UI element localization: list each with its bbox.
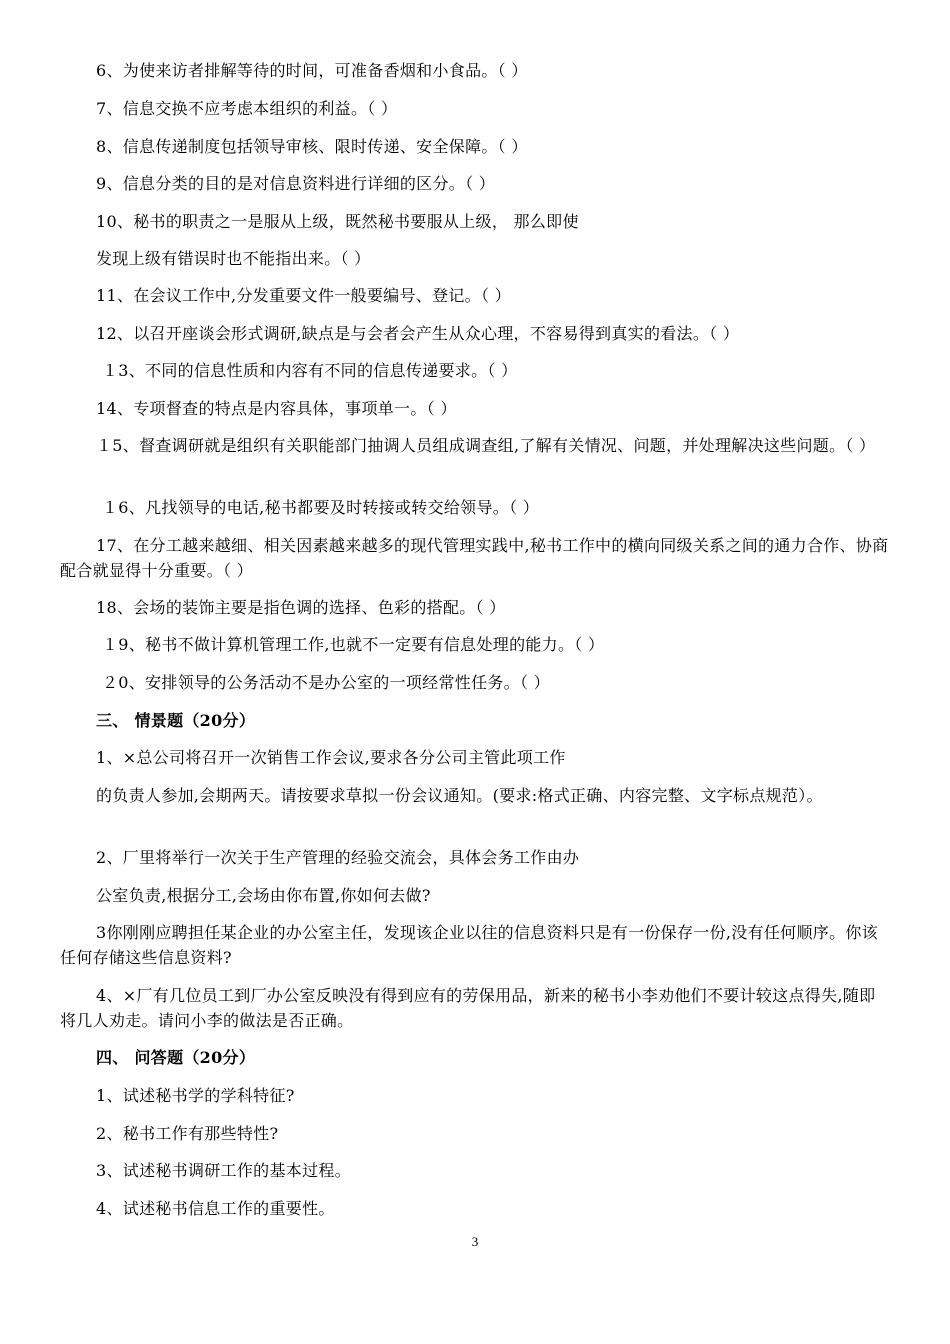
essay-question-2: 2、秘书工作有那些特性? xyxy=(96,1124,279,1143)
question-9: 9、信息分类的目的是对信息资料进行详细的区分。（ ） xyxy=(96,174,496,193)
section-3-heading: 三、 情景题（20分） xyxy=(96,711,256,730)
section-4-heading: 四、 问答题（20分） xyxy=(96,1048,256,1067)
scenario-3: 3你刚刚应聘担任某企业的办公室主任，发现该企业以往的信息资料只是有一份保存一份,没有任何顺序。你该任何存储这些信息资料? xyxy=(60,923,878,967)
question-15: １5、督查调研就是组织有关职能部门抽调人员组成调查组,了解有关情况、问题，并处理解决这些问题。（ ） xyxy=(96,436,876,455)
question-11: 11、在会议工作中,分发重要文件一般要编号、登记。（ ） xyxy=(96,286,511,305)
scenario-1-line2: 的负责人参加,会期两天。请按要求草拟一份会议通知。(要求:格式正确、内容完整、文字标点规范）。 xyxy=(96,786,823,805)
question-17: 17、在分工越来越细、相关因素越来越多的现代管理实践中,秘书工作中的横向同级关系之间的通力合作、协商配合就显得十分重要。（ ） xyxy=(60,536,889,580)
question-18: 18、会场的装饰主要是指色调的选择、色彩的搭配。（ ） xyxy=(96,598,506,617)
question-14: 14、专项督查的特点是内容具体，事项单一。（ ） xyxy=(96,399,457,418)
question-20: ２0、安排领导的公务活动不是办公室的一项经常性任务。（ ） xyxy=(102,673,550,692)
scenario-4: 4、×厂有几位员工到厂办公室反映没有得到应有的劳保用品，新来的秘书小李劝他们不要计较这点得失,随即将几人劝走。请问小李的做法是否正确。 xyxy=(60,986,876,1030)
question-10-line2: 发现上级有错误时也不能指出来。（ ） xyxy=(96,249,371,268)
essay-question-3: 3、试述秘书调研工作的基本过程。 xyxy=(96,1161,351,1180)
scenario-1-line1: 1、×总公司将召开一次销售工作会议,要求各分公司主管此项工作 xyxy=(96,748,566,767)
page-number: 3 xyxy=(471,1234,479,1249)
essay-question-4: 4、试述秘书信息工作的重要性。 xyxy=(96,1199,335,1218)
scenario-2-line2: 公室负责,根据分工,会场由你布置,你如何去做? xyxy=(96,886,431,905)
question-10-line1: 10、秘书的职责之一是服从上级，既然秘书要服从上级， 那么即使 xyxy=(96,212,579,231)
question-12: 12、以召开座谈会形式调研,缺点是与会者会产生从众心理，不容易得到真实的看法。（ ） xyxy=(96,324,740,343)
question-8: 8、信息传递制度包括领导审核、限时传递、安全保障。（ ） xyxy=(96,137,528,156)
question-6: 6、为使来访者排解等待的时间，可准备香烟和小食品。（ ） xyxy=(96,61,528,80)
question-19: １9、秘书不做计算机管理工作,也就不一定要有信息处理的能力。（ ） xyxy=(102,635,605,654)
question-13: １3、不同的信息性质和内容有不同的信息传递要求。（ ） xyxy=(102,361,518,380)
question-7: 7、信息交换不应考虑本组织的利益。（ ） xyxy=(96,99,398,118)
scenario-2-line1: 2、厂里将举行一次关于生产管理的经验交流会，具体会务工作由办 xyxy=(96,848,580,867)
question-16: １6、凡找领导的电话,秘书都要及时转接或转交给领导。（ ） xyxy=(102,498,540,517)
essay-question-1: 1、试述秘书学的学科特征? xyxy=(96,1086,295,1105)
